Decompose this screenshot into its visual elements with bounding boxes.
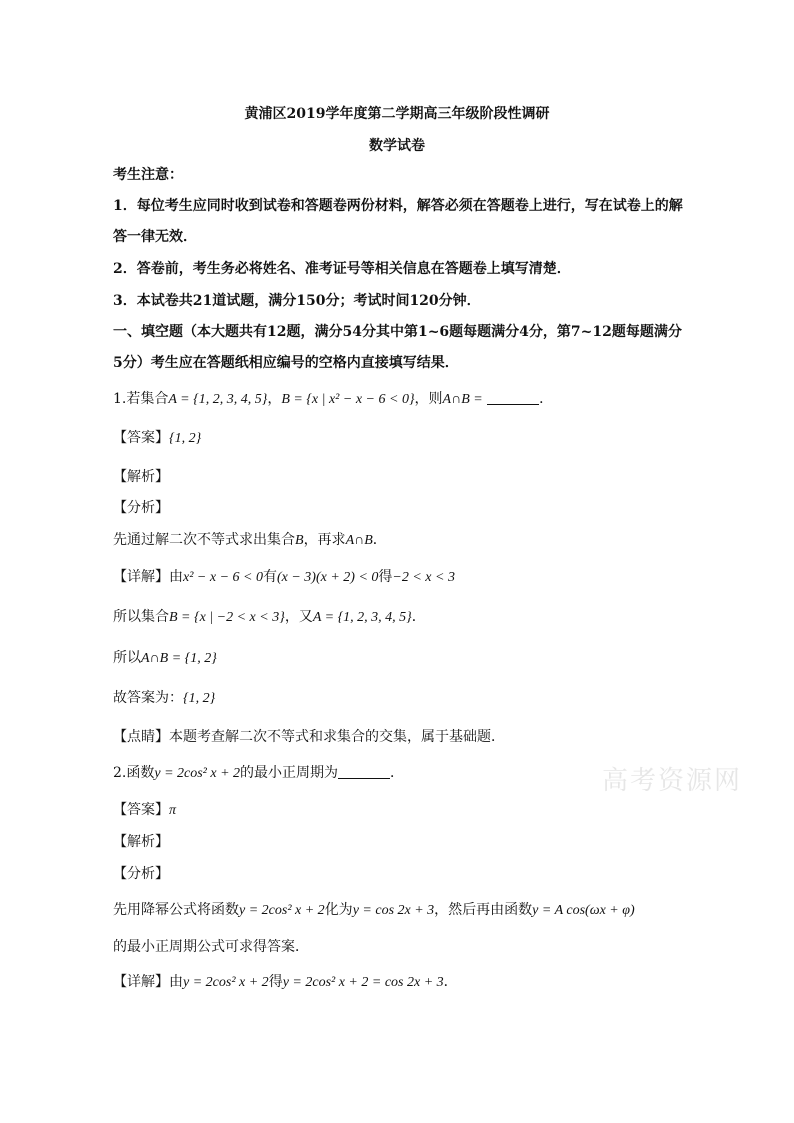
q1-fenxi-end: ． <box>372 532 387 548</box>
q1-fenxi-d: A∩B <box>345 533 373 548</box>
answer-blank <box>338 764 390 779</box>
q2-fenxi-d: y = cos 2x + 3 <box>352 903 435 918</box>
question-1 <box>113 389 553 410</box>
q1-so2 <box>113 648 217 669</box>
q2-fenxi-a: 先用降幂公式将函数 <box>113 902 239 918</box>
comment-label: 【点睛】 <box>113 729 169 745</box>
q2-detail-b: y = 2cos² x + 2 <box>183 975 269 990</box>
q2-prefix: 2.函数 <box>113 765 155 781</box>
q1-final-a: 故答案为： <box>113 690 183 706</box>
q2-func: y = 2cos² x + 2 <box>154 766 241 781</box>
q1-so1-d: A = {1, 2, 3, 4, 5} <box>312 610 412 625</box>
q2-detail-a: 由 <box>169 974 183 990</box>
detail-label: 【详解】 <box>113 974 169 990</box>
question-2 <box>113 763 404 784</box>
q1-detail <box>113 567 455 588</box>
document-title: 黄浦区2019学年度第二学期高三年级阶段性调研 <box>244 106 550 122</box>
q2-analysis-label: 【解析】 <box>113 834 169 850</box>
section-heading-cont: 5分）考生应在答题纸相应编号的空格内直接填写结果． <box>113 355 459 371</box>
notice-item-3: 3．本试卷共21道试题，满分150分；考试时间120分钟． <box>113 293 481 309</box>
notice-item-1: 1．每位考生应同时收到试卷和答题卷两份材料，解答必须在答题卷上进行，写在试卷上的解 <box>113 198 683 214</box>
answer-label: 【答案】 <box>113 430 169 446</box>
q1-set-b: B = {x | x² − x − 6 < 0} <box>281 392 415 407</box>
q1-so1-a: 所以集合 <box>113 609 169 625</box>
q2-fenxi-label: 【分析】 <box>113 866 169 882</box>
answer-blank <box>487 390 539 405</box>
watermark: 高考资源网 <box>602 766 743 796</box>
q2-fenxi-f: y = A cos(ωx + φ) <box>532 903 635 918</box>
q2-end: ． <box>390 765 405 781</box>
q1-end: ． <box>539 391 554 407</box>
q1-final <box>113 688 215 709</box>
q1-fenxi-b: B <box>295 533 304 548</box>
q2-detail <box>113 972 458 993</box>
q1-set-a: A = {1, 2, 3, 4, 5} <box>168 392 268 407</box>
q1-detail-d: (x − 3)(x + 2) < 0 <box>276 570 379 585</box>
q1-fenxi-text-c: ，再求 <box>303 532 346 548</box>
q1-so1 <box>113 607 426 628</box>
document-subtitle: 数学试卷 <box>369 138 425 154</box>
answer-label: 【答案】 <box>113 802 169 818</box>
q1-prefix: 1.若集合 <box>113 391 169 407</box>
notice-heading: 考生注意： <box>113 167 183 183</box>
q1-comma: ， <box>267 391 282 407</box>
q1-comment <box>113 727 505 747</box>
q1-fenxi-text-a: 先通过解二次不等式求出集合 <box>113 532 295 548</box>
q1-expr: A∩B = <box>442 392 483 407</box>
q1-then: ，则 <box>414 391 443 407</box>
q1-answer: {1, 2} <box>169 431 202 446</box>
q1-answer-line <box>113 428 201 449</box>
q2-suffix: 的最小正周期为 <box>240 765 339 781</box>
q1-detail-c: 有 <box>262 569 277 585</box>
q1-fenxi-label: 【分析】 <box>113 500 169 516</box>
q1-fenxi <box>113 530 387 551</box>
q2-fenxi-cont: 的最小正周期公式可求得答案． <box>113 939 309 955</box>
notice-item-1-cont: 答一律无效． <box>113 229 197 245</box>
q1-so2-a: 所以 <box>113 650 141 666</box>
notice-item-2: 2．答卷前，考生务必将姓名、准考证号等相关信息在答题卷上填写清楚． <box>113 261 571 277</box>
section-heading: 一、填空题（本大题共有12题，满分54分其中第1~6题每题满分4分，第7~12题每题满分 <box>113 324 682 340</box>
q1-comment-text: 本题考查解二次不等式和求集合的交集，属于基础题． <box>169 729 505 745</box>
detail-label: 【详解】 <box>113 569 169 585</box>
q2-answer-line <box>113 800 176 821</box>
q2-fenxi <box>113 900 635 921</box>
q2-detail-e: ． <box>443 974 458 990</box>
q1-detail-a: 由 <box>169 569 183 585</box>
q1-so1-b: B = {x | −2 < x < 3} <box>169 610 285 625</box>
q2-fenxi-e: ，然后再由函数 <box>434 902 533 918</box>
q2-detail-c: 得 <box>268 974 283 990</box>
q2-fenxi-c: 化为 <box>324 902 353 918</box>
q2-fenxi-b: y = 2cos² x + 2 <box>239 903 325 918</box>
q1-detail-b: x² − x − 6 < 0 <box>183 570 263 585</box>
q1-detail-f: −2 < x < 3 <box>392 570 455 585</box>
q1-detail-e: 得 <box>378 569 393 585</box>
q2-answer: π <box>169 803 177 818</box>
q2-detail-d: y = 2cos² x + 2 = cos 2x + 3 <box>282 975 444 990</box>
q1-final-b: {1, 2} <box>183 691 216 706</box>
q1-analysis-label: 【解析】 <box>113 469 169 485</box>
q1-so1-e: ． <box>411 609 426 625</box>
q1-so1-c: ，又 <box>284 609 313 625</box>
q1-so2-b: A∩B = {1, 2} <box>141 651 217 666</box>
